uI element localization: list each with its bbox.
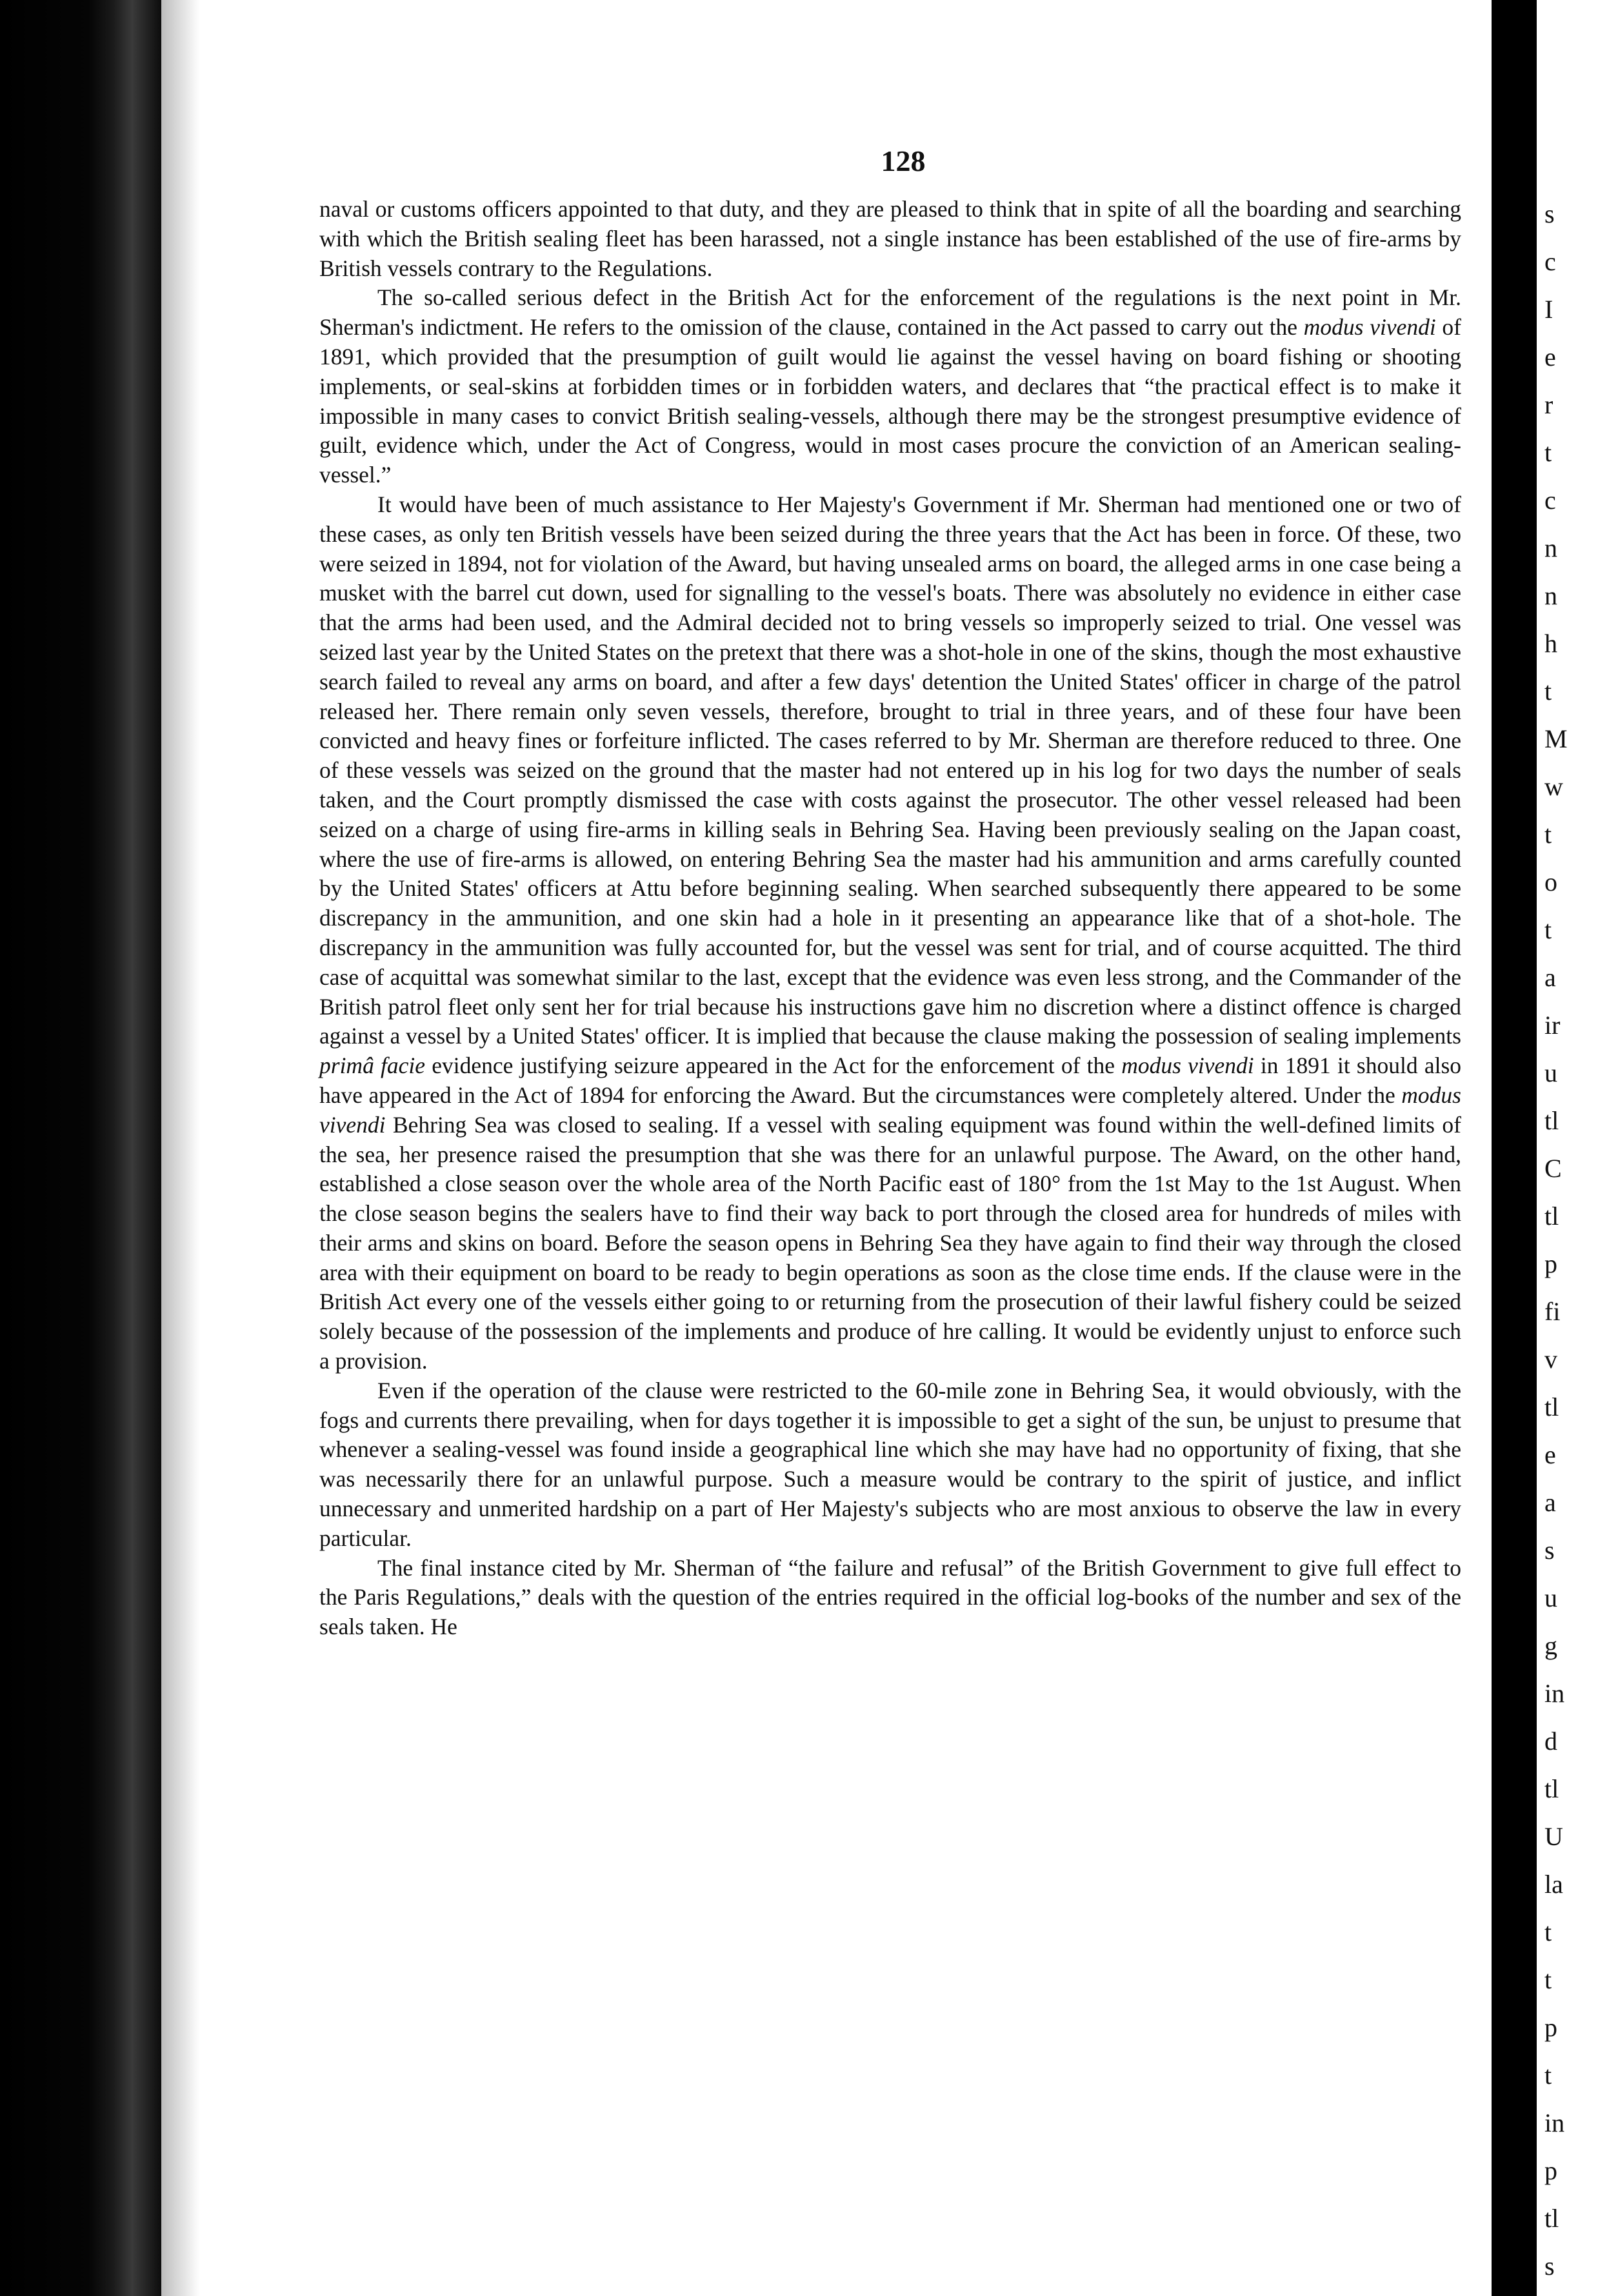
facing-page-text-fragment: a [1544,963,1556,992]
facing-page-text-fragment: g [1544,1631,1557,1660]
document-page [319,142,1461,2270]
facing-page-text-fragment: t [1544,677,1552,706]
facing-page-text-fragment: w [1544,772,1563,801]
facing-page-text-fragment: d [1544,1727,1557,1756]
facing-page-text-fragment: t [1544,915,1552,944]
page-number: 128 [881,144,926,177]
facing-page-text-fragment: a [1544,1488,1556,1517]
text-segment: in 1891 it should also have appeared in the Act of 1894 for enforcing the Award. But the circumstances were completely altered. Under the [319,1053,1462,1108]
facing-page-text-fragment: I [1544,295,1553,324]
facing-page-text-fragment: tl [1544,1202,1559,1231]
facing-page-text-fragment: s [1544,199,1555,228]
facing-page-text-fragment: t [1544,1917,1552,1946]
facing-page-text-fragment: t [1544,1965,1552,1994]
facing-page-text-fragment: tl [1544,2204,1559,2233]
facing-page-text-fragment: la [1544,1870,1563,1899]
facing-page-text-fragment: r [1544,390,1553,419]
facing-page-text-fragment: n [1544,581,1557,610]
facing-page-text-fragment: p [1544,2013,1557,2042]
text-segment: Even if the operation of the clause were restricted to the 60-mile zone in Behring Sea, it would obviously, with the fogs and currents there prevailing, when for days together it is impossible to get a sight of the sun, be unjust to presume that whenever a sealing-vessel was found inside a geographical line which she may have had no opportunity of fixing, that she was necessarily there for an unlawful purpose. Such a measure would be contrary to the spirit of justice, and inflict unnecessary and unmerited hardship on a part of Her Majesty's subjects who are most anxious to observe the law in every particular. [319,1377,1461,1551]
facing-page-text-fragment: fi [1544,1297,1561,1326]
facing-page-text-fragment: n [1544,533,1557,562]
paragraph [319,195,1461,283]
paragraph [319,283,1461,490]
facing-page-text-fragment: u [1544,1583,1557,1612]
facing-page-text-fragment: t [1544,2061,1552,2090]
facing-page-text-fragment: c [1544,247,1556,276]
facing-page-text-fragment: u [1544,1058,1557,1087]
text-segment: naval or customs officers appointed to that duty, and they are pleased to think that in spite of all the boarding and searching with which the British sealing fleet has been harassed, not a single instance has been established of the use of fire-arms by British vessels contrary to the Regulations. [319,196,1461,281]
facing-page-text-fragment: s [1544,2251,1555,2281]
facing-page-text-fragment: C [1544,1154,1562,1183]
facing-page-text-fragment: h [1544,629,1557,658]
text-segment: The so-called serious defect in the British Act for the enforcement of the regulations is the next point in Mr. Sherman's indictment. He refers to the omission of the clause, contained in the Act passed to carry out the [319,284,1461,341]
facing-page-text-fragment: e [1544,342,1556,371]
facing-page-text-fragment: tl [1544,1774,1559,1803]
paragraph [319,1376,1461,1554]
text-segment: Behring Sea was closed to sealing. If a vessel with sealing equipment was found within the well-defined limits of the sea, her presence raised the presumption that she was there for an unlawful purpose. The Award, on the other hand, established a close season over the whole area of the North Pacific east of 180° from the 1st May to the 1st August. When the close season begins the sealers have to find their way back to port through the closed area for hundreds of miles with their arms and skins on board. Before the season opens in Behring Sea they have again to find their way through the closed area with their equipment on board to be ready to begin operations as soon as the close time ends. If the clause were in the British Act every one of the vessels either going to or returning from the prosecution of their lawful fishery could be seized solely because of the possession of the implements and produce of hre calling. It would be evidently unjust to enforce such a provision. [319,1111,1461,1374]
book-binding-shadow [0,0,161,2296]
text-segment: evidence justifying seizure appeared in the Act for the enforcement of the [425,1053,1122,1079]
facing-page-text-fragment: o [1544,867,1557,896]
facing-page-text-fragment: M [1544,724,1568,753]
body-text [319,195,1461,1642]
page-edge-shadow [161,0,200,2296]
facing-page-text-fragment: ir [1544,1011,1561,1040]
facing-page-text-fragment: e [1544,1440,1556,1469]
facing-page-text-fragment: v [1544,1345,1557,1374]
text-segment: of 1891, which provided that the presumption of guilt would lie against the vessel having on board fishing or shooting implements, or seal-skins at forbidden times or in forbidden waters, and declares that “the practical effect is to make it impossible in many cases to convict British sealing-vessels, although there may be the strongest presumptive evidence of guilt, evidence which, under the Act of Congress, would in most cases procure the conviction of an American sealing-vessel.” [319,314,1462,488]
italic-text-segment: primâ facie [319,1053,426,1079]
facing-page-text-fragment: p [1544,1249,1557,1278]
facing-page-text-fragment: in [1544,2108,1565,2137]
paragraph [319,490,1461,1376]
facing-page-fragment [1537,0,1618,2296]
facing-page-text-fragment: in [1544,1679,1565,1708]
paragraph [319,1554,1461,1642]
text-segment: The final instance cited by Mr. Sherman of “the failure and refusal” of the British Government to give full effect to the Paris Regulations,” deals with the question of the entries required in the official log-books of the number and sex of the seals taken. He [319,1554,1461,1640]
italic-text-segment: modus vivendi [319,1082,1461,1138]
italic-text-segment: modus vivendi [1303,314,1436,341]
facing-page-text-fragment: p [1544,2156,1557,2185]
book-gutter [1492,0,1537,2296]
facing-page-text-fragment: c [1544,486,1556,515]
facing-page-text-fragment: s [1544,1536,1555,1565]
facing-page-text-fragment: t [1544,820,1552,849]
facing-page-text-fragment: U [1544,1822,1563,1851]
facing-page-text-fragment: t [1544,438,1552,467]
facing-page-text-fragment: tl [1544,1106,1559,1135]
text-segment: It would have been of much assistance to Her Majesty's Government if Mr. Sherman had mentioned one or two of these cases, as only ten British vessels have been seized during the three years that the Act has been in force. Of these, two were seized in 1894, not for violation of the Award, but having unsealed arms on board, the alleged arms in one case being a musket with the barrel cut down, used for signalling to the vessel's boats. There was absolutely no evidence in either case that the arms had been used, and the Admiral decided not to bring vessels so improperly seized to trial. One vessel was seized last year by the United States on the pretext that there was a shot-hole in one of the skins, though the most exhaustive search failed to reveal any arms on board, and after a few days' detention the United States' officer in charge of the patrol released her. There remain only seven vessels, therefore, brought to trial in three years, and of these four have been convicted and heavy fines or forfeiture inflicted. The cases referred to by Mr. Sherman are therefore reduced to three. One of these vessels was seized on the ground that the master had not entered up in his log for two days the number of seals taken, and the Court promptly dismissed the case with costs against the prosecutor. The other vessel released had been seized on a charge of using fire-arms in killing seals in Behring Sea. Having been previously sealing on the Japan coast, where the use of fire-arms is allowed, on entering Behring Sea the master had his ammunition and arms carefully counted by the United States' officers at Attu before beginning sealing. When searched subsequently there appeared to be some discrepancy in the ammunition, and one skin had a hole in it presenting an appearance like that of a shot-hole. The discrepancy in the ammunition was fully accounted for, but the vessel was sent for trial, and of course acquitted. The third case of acquittal was somewhat similar to the last, except that the evidence was even less strong, and the Commander of the British patrol fleet only sent her for trial because his instructions gave him no discretion where a distinct offence is charged against a vessel by a United States' officer. It is implied that because the clause making the possession of sealing implements [319,491,1461,1049]
facing-page-text-fragment: tl [1544,1392,1559,1421]
italic-text-segment: modus vivendi [1121,1053,1254,1079]
